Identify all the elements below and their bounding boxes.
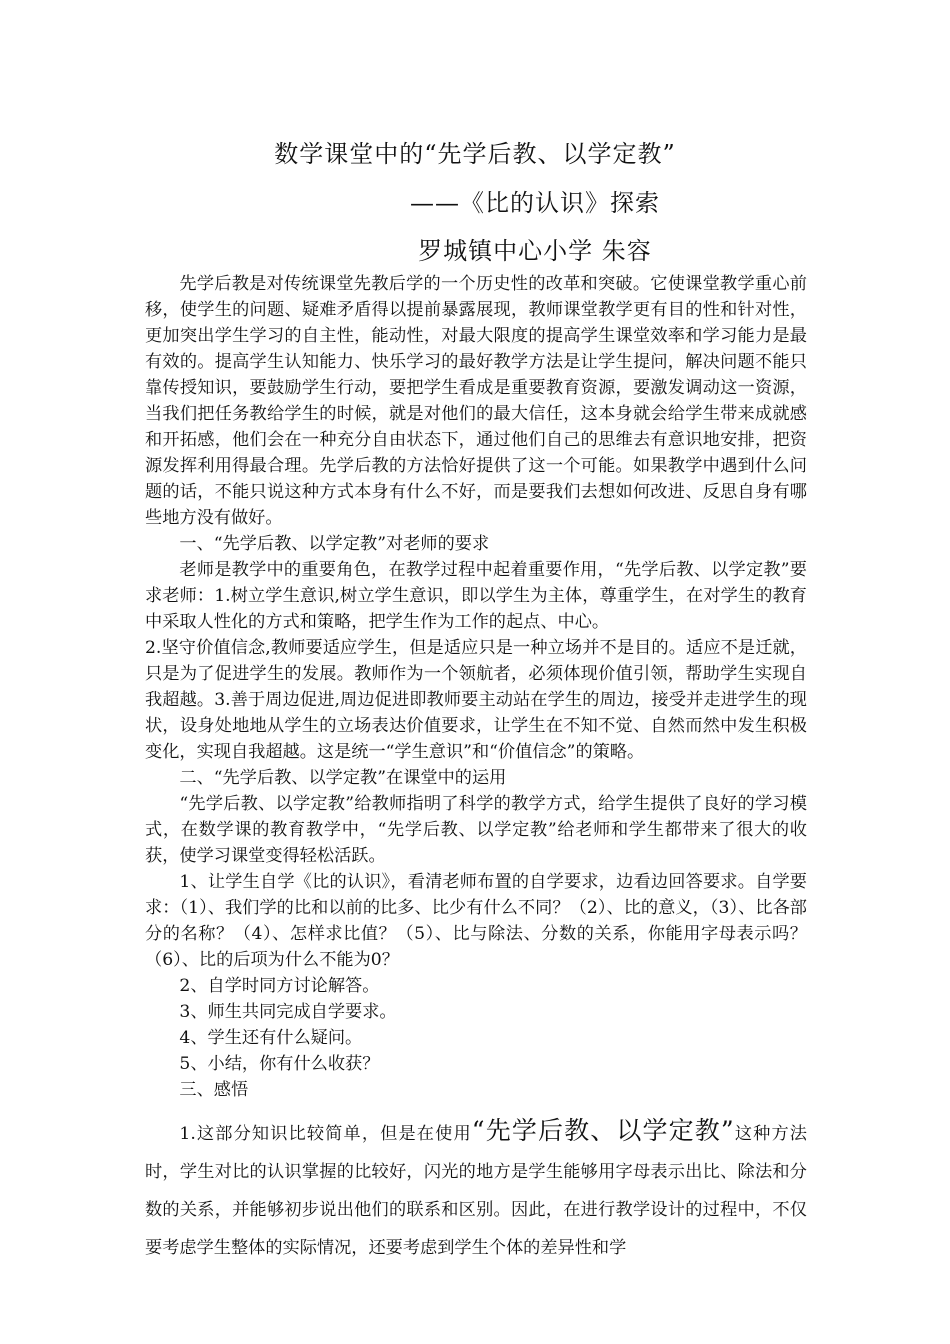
document-title: 数学课堂中的“先学后教、以学定教”: [274, 140, 676, 168]
section-heading-2: 二、“先学后教、以学定教”在课堂中的运用: [179, 768, 507, 788]
paragraph-intro: 先学后教是对传统课堂先教后学的一个历史性的改革和突破。它使课堂教学重心前移，使学生的问题、疑难矛盾得以提前暴露展现，教师课堂教学更有目的性和针对性，更加突出学生学习的自主性，能动性，对最大限度的提高学生课堂效率和学习能力是最有效的。提高学生认知能力、快乐学习的最好教学方法是让学生提问，解决问题不能只靠传授知识，要鼓励学生行动，要把学生看成是重要教育资源，要激发调动这一资源，当我们把任务教给学生的时候，就是对他们的最大信任，这本身就会给学生带来成就感和开拓感，他们会在一种充分自由状态下，通过他们自己的思维去有意识地安排，把资源发挥利用得最合理。先学后教的方法恰好提供了这一个可能。如果教学中遇到什么问题的话，不能只说这种方式本身有什么不好，而是要我们去想如何改进、反思自身有哪些地方没有做好。: [145, 274, 807, 528]
list-item-5: 5、小结，你有什么收获？: [179, 1054, 380, 1074]
paragraph-teacher-requirements: 老师是教学中的重要角色，在教学过程中起着重要作用，“先学后教、以学定教”要求老师：1.树立学生意识,树立学生意识，即以学生为主体，尊重学生，在对学生的教育中采取人性化的方式和策略，把学生作为工作的起点、中心。: [145, 560, 807, 632]
reflection-text-end: 这种方法时，学生对比的认识掌握的比较好，闪光的地方是学生能够用字母表示出比、除法和分数的关系，并能够初步说出他们的联系和区别。因此，在进行教学设计的过程中，不仅要考虑学生整体的实际情况，还要考虑到学生个体的差异性和学: [145, 1124, 807, 1258]
paragraph-value-belief: 2.坚守价值信念,教师要适应学生，但是适应只是一种立场并不是目的。适应不是迁就，只是为了促进学生的发展。教师作为一个领航者，必须体现价值引领，帮助学生实现自我超越。3.善于周边促进,周边促进即教师要主动站在学生的周边，接受并走进学生的现状，设身处地地从学生的立场表达价值要求，让学生在不知不觉、自然而然中发生积极变化，实现自我超越。这是统一“学生意识”和“价值信念”的策略。: [145, 638, 807, 762]
document-body: [145, 271, 807, 1267]
list-item-3: 3、师生共同完成自学要求。: [179, 1002, 397, 1022]
document-author: 罗城镇中心小学 朱容: [418, 237, 652, 265]
list-item-1: 1、让学生自学《比的认识》，看清老师布置的自学要求，边看边回答要求。自学要求：（1）、我们学的比和以前的比多、比少有什么不同？（2）、比的意义，（3）、比各部分的名称？（4）、怎样求比值？（5）、比与除法、分数的关系，你能用字母表示吗？ （6）、比的后项为什么不能为0？: [145, 872, 807, 970]
section-heading-1: 一、“先学后教、以学定教”对老师的要求: [179, 534, 490, 554]
section-heading-3: 三、感悟: [179, 1080, 249, 1100]
list-item-2: 2、自学时同方讨论解答。: [179, 976, 380, 996]
document-subtitle: ——《比的认识》探索: [410, 189, 660, 217]
reflection-emphasis: “先学后教、以学定教”: [471, 1116, 734, 1145]
list-item-4: 4、学生还有什么疑问。: [179, 1028, 363, 1048]
paragraph-classroom-use: “先学后教、以学定教”给教师指明了科学的教学方式，给学生提供了良好的学习模式，在数学课的教育教学中，“先学后教、以学定教”给老师和学生都带来了很大的收获，使学习课堂变得轻松活跃。: [145, 794, 807, 866]
paragraph-reflection: [145, 1115, 807, 1267]
reflection-text-start: 1.这部分知识比较简单，但是在使用: [179, 1124, 472, 1144]
